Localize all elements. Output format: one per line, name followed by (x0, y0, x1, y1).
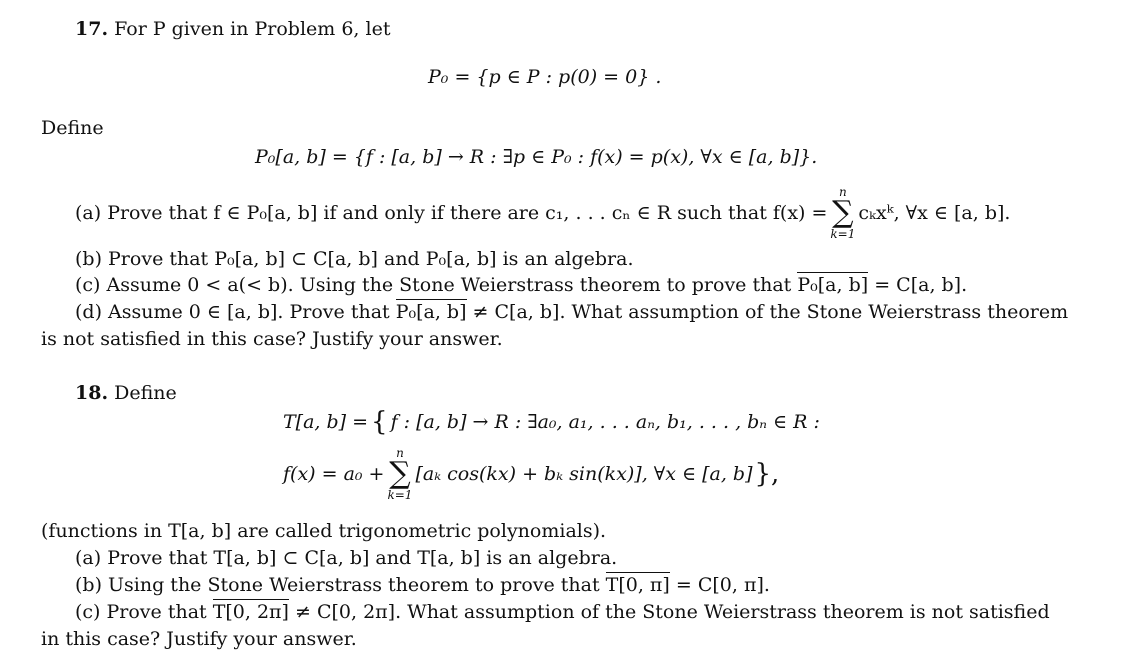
item-17a (75, 178, 1010, 248)
item-18a: (a) Prove that T[a, b] ⊂ C[a, b] and T[a, b] is an algebra. (75, 547, 618, 569)
t-def-terms: [aₖ cos(kx) + bₖ sin(kx)], ∀x ∈ [a, b] (415, 462, 753, 485)
item-17c (75, 276, 967, 295)
item-18b (75, 576, 770, 595)
item-17d-post: ≠ C[a, b]. What assumption of the Stone Weierstrass theorem (472, 301, 1069, 323)
trig-poly-note: (functions in T[a, b] are called trigonometric polynomials). (41, 520, 607, 542)
problem-number: 18. (75, 382, 109, 404)
define-label: Define (41, 117, 104, 139)
closure-t-0-2pi: T[0, 2π] (212, 601, 289, 623)
brace-open: { (371, 407, 388, 437)
problem-number: 17. (75, 18, 109, 40)
item-17c-post: = C[a, b]. (874, 274, 968, 296)
t-def-fx: f(x) = a₀ + (283, 462, 385, 485)
closure-t-0-pi: T[0, π] (605, 574, 670, 596)
item-17b: (b) Prove that P₀[a, b] ⊂ C[a, b] and P₀[a, b] is an algebra. (75, 248, 634, 270)
item-17c-pre: (c) Assume 0 < a(< b). Using the Stone Weierstrass theorem to prove that (75, 274, 792, 296)
t-def-set-head: f : [a, b] → R : ∃a₀, a₁, . . . aₙ, b₁, . . . , bₙ ∈ R : (390, 410, 820, 433)
sum-lower: k=1 (387, 488, 413, 502)
closure-p0ab: P₀[a, b] (797, 274, 869, 296)
item-17a-text: (a) Prove that f ∈ P₀[a, b] if and only if there are c₁, . . . cₙ ∈ R such that f(x) = (75, 201, 828, 224)
item-17a-tail: cₖxᵏ, ∀x ∈ [a, b]. (858, 201, 1011, 224)
item-18c-pre: (c) Prove that (75, 601, 207, 623)
define-label: Define (114, 382, 177, 404)
item-18c-continued: in this case? Justify your answer. (41, 628, 357, 650)
item-17d (75, 303, 1068, 322)
problem-17-header (75, 20, 390, 39)
summation (387, 447, 412, 501)
t-def-line2 (283, 438, 779, 510)
item-18b-pre: (b) Using the Stone Weierstrass theorem to prove that (75, 574, 600, 596)
problem-intro: For P given in Problem 6, let (114, 18, 391, 40)
p0-definition: P₀ = {p ∈ P : p(0) = 0} . (428, 66, 662, 88)
item-17d-continued: is not satisfied in this case? Justify your answer. (41, 328, 503, 350)
t-def-line1 (283, 405, 820, 439)
sum-symbol: ∑ (832, 195, 854, 230)
sum-symbol: ∑ (389, 456, 411, 491)
t-def-lhs: T[a, b] = (283, 410, 369, 433)
item-17d-pre: (d) Assume 0 ∈ [a, b]. Prove that (75, 301, 390, 323)
sum-lower: k=1 (830, 227, 856, 241)
brace-close: }, (754, 459, 780, 489)
sum-upper: n (839, 185, 847, 199)
sum-upper: n (396, 446, 404, 460)
closure-p0ab: P₀[a, b] (395, 301, 467, 323)
item-18c (75, 603, 1050, 622)
p0ab-definition: P₀[a, b] = {f : [a, b] → R : ∃p ∈ P₀ : f(x) = p(x), ∀x ∈ [a, b]}. (255, 146, 818, 168)
problem-18-header (75, 384, 177, 403)
item-18b-post: = C[0, π]. (675, 574, 770, 596)
item-18c-post: ≠ C[0, 2π]. What assumption of the Stone Weierstrass theorem is not satisfied (295, 601, 1050, 623)
summation (830, 186, 855, 240)
